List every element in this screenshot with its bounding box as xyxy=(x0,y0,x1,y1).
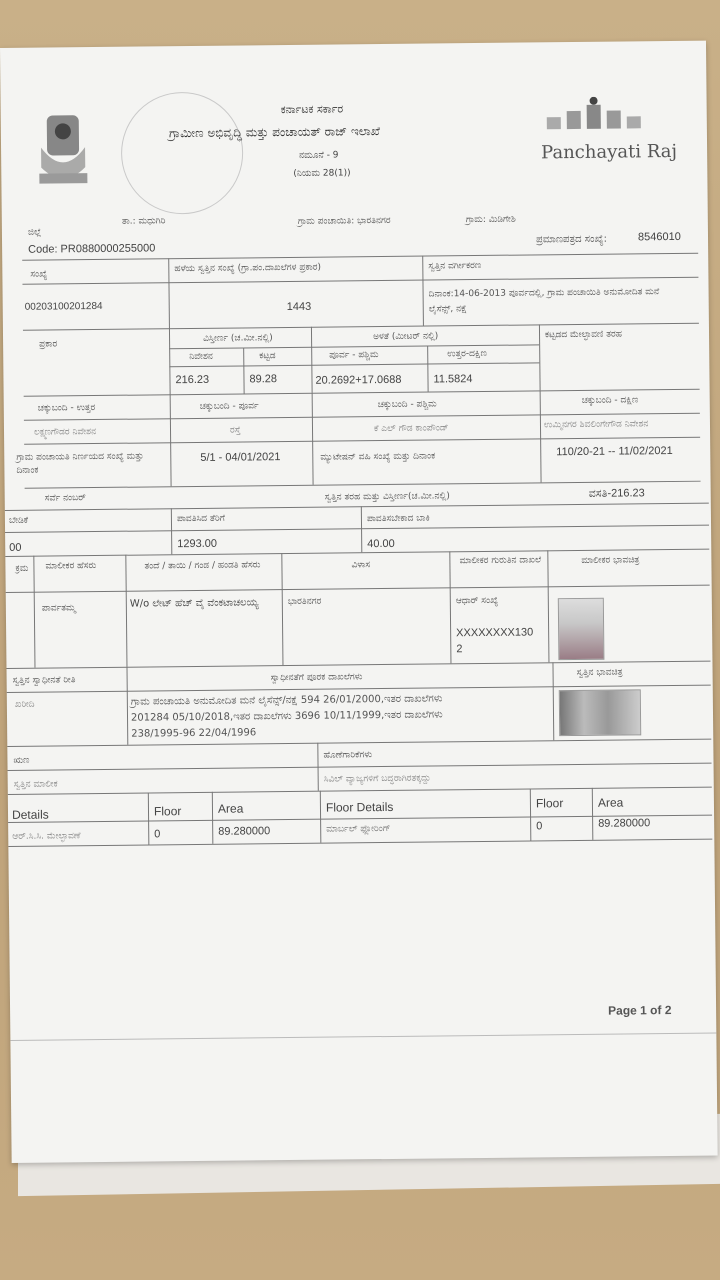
aadhaar-number-end: 2 xyxy=(456,643,463,656)
details-header: Details xyxy=(11,807,49,822)
floor-area-left: 89.280000 xyxy=(218,825,271,838)
taluk-text: ತಾ.: ಮಧುಗಿರಿ xyxy=(121,216,166,227)
north-south-label: ಉತ್ತರ-ದಕ್ಷಿಣ xyxy=(447,348,487,360)
demand-value: 00 xyxy=(9,541,22,554)
panchayati-raj-logo-icon xyxy=(541,96,661,137)
id-label: ಸಂಖ್ಯೆ xyxy=(30,269,48,280)
serial-label: ಕ್ರಮ xyxy=(15,563,29,574)
resolution-value: 5/1 - 04/01/2021 xyxy=(200,451,281,464)
address-label: ವಿಳಾಸ xyxy=(351,560,371,571)
document-line3: 238/1995-96 22/04/1996 xyxy=(131,727,257,740)
resolution-label: ಗ್ರಾಮ ಪಂಚಾಯತಿ ನಿರ್ಣಯದ ಸಂಖ್ಯೆ ಮತ್ತು ದಿನಾಂಕ xyxy=(16,451,144,476)
classification-value: ದಿನಾಂಕ:14-06-2013 ಪೂರ್ವದಲ್ಲಿ, ಗ್ರಾಮ ಪಂಚಾಯಿತಿ ಅನುಮೋದಿತ ಮನೆ ಲೈಸೆನ್ಸ್, ನಕ್ಷೆ xyxy=(428,287,660,315)
north-value: ಲಕ್ಷ್ಮಣಗೌಡರ ನಿವೇಶನ xyxy=(33,427,97,438)
document-page xyxy=(0,41,718,1163)
owner-photo-label: ಮಾಲೀಕರ ಭಾವಚಿತ್ರ xyxy=(581,555,640,566)
east-label: ಚಕ್ಕುಬಂದಿ - ಪೂರ್ವ xyxy=(199,401,259,412)
floor-level-right: 0 xyxy=(536,820,543,833)
building-area: 89.28 xyxy=(249,373,278,386)
survey-label: ಸರ್ವೆ ನಂಬರ್ xyxy=(44,493,86,504)
type-label: ಪ್ರಕಾರ xyxy=(39,339,58,350)
east-value: ರಸ್ತೆ xyxy=(229,425,241,436)
official-seal-watermark xyxy=(120,91,243,214)
balance-label: ಪಾವತಿಸಬೇಕಾದ ಬಾಕಿ xyxy=(366,513,430,525)
floor-type-left: ಆರ್.ಸಿ.ಸಿ. ಮೇಲ್ಛಾವಣೆ xyxy=(12,831,81,842)
form-number: ನಮೂನೆ - 9 xyxy=(299,150,339,161)
site-area: 216.23 xyxy=(175,373,210,387)
floor-level-left: 0 xyxy=(154,828,161,841)
loan-value: ಸ್ವತ್ತಿನ ಮಾಲೀಕ xyxy=(13,779,58,790)
north-south-value: 11.5824 xyxy=(433,373,473,386)
property-type-label: ಸ್ವತ್ತಿನ ತರಹ ಮತ್ತು ವಿಸ್ತೀರ್ಣ(ಚ.ಮೀ.ನಲ್ಲಿ) xyxy=(324,491,450,503)
floor-header: Floor xyxy=(153,804,182,819)
classification-label: ಸ್ವತ್ತಿನ ವರ್ಗೀಕರಣ xyxy=(428,260,482,272)
district-label: ಜಿಲ್ಲೆ xyxy=(27,227,42,238)
document-line2: 201284 05/10/2018,ಇತರ ದಾಖಲೆಗಳು 3696 10/11/1999,ಇತರ ದಾಖಲೆಗಳು xyxy=(130,709,443,724)
liabilities-value: ಸಿವಿಲ್ ವ್ಯಾಜ್ಯಗಳಿಗೆ ಬದ್ಧರಾಗಿರತಕ್ಕದ್ದು xyxy=(323,773,431,785)
paid-label: ಪಾವತಿಸಿದ ತೆರಿಗೆ xyxy=(176,513,226,525)
relation-label: ತಂದೆ / ತಾಯಿ / ಗಂಡ / ಹಂಡತಿ ಹೆಸರು xyxy=(144,560,261,572)
owner-id-label: ಮಾಲೀಕರ ಗುರುತಿನ ದಾಖಲೆ xyxy=(459,555,542,567)
supporting-docs-label: ಸ್ವಾಧೀನತೆಗೆ ಪೂರಕ ದಾಖಲೆಗಳು xyxy=(270,672,363,684)
building-type-label: ಕಟ್ಟಡದ ಮೇಲ್ಛಾವಣಿ ತರಹ xyxy=(544,329,623,341)
south-value: ಉಮ್ಮಿನಗರ ಶಿವಲಿಂಗೇಗೌಡ ನಿವೇಶನ xyxy=(543,419,649,431)
owner-name-label: ಮಾಲೀಕರ ಹೆಸರು xyxy=(45,561,97,572)
header-line2: ಗ್ರಾಮೀಣ ಅಭಿವೃದ್ಧಿ ಮತ್ತು ಪಂಚಾಯತ್ ರಾಜ್ ಇಲಾಖೆ xyxy=(168,124,381,141)
brand-text: Panchayati Raj xyxy=(541,140,678,164)
floor-details-header: Floor Details xyxy=(325,799,394,815)
owner-photo xyxy=(558,598,605,660)
west-label: ಚಕ್ಕುಬಂದಿ - ಪಶ್ಚಿಮ xyxy=(377,399,437,411)
site-label: ನಿವೇಶನ xyxy=(189,351,213,363)
floor-area-right: 89.280000 xyxy=(598,817,651,830)
south-label: ಚಕ್ಕುಬಂದಿ - ದಕ್ಷಿಣ xyxy=(581,395,639,406)
aadhaar-label: ಆಧಾರ್ ಸಂಖ್ಯೆ xyxy=(455,595,499,607)
mutation-value: 110/20-21 -- 11/02/2021 xyxy=(556,444,673,459)
village-text: ಗ್ರಾಮ: ಮಿಡಿಗೇಶಿ xyxy=(465,214,516,226)
property-photo xyxy=(559,689,641,736)
east-west-label: ಪೂರ್ವ - ಪಶ್ಚಿಮ xyxy=(329,350,379,361)
property-photo-label: ಸ್ವತ್ತಿನ ಭಾವಚಿತ್ರ xyxy=(576,667,623,678)
floor-header-right: Floor xyxy=(535,796,564,811)
building-label: ಕಟ್ಟಡ xyxy=(259,351,276,362)
document-line1: ಗ್ರಾಮ ಪಂಚಾಯತಿ ಅನುಮೋದಿತ ಮನೆ ಲೈಸೆನ್ಸ್/ನಕ್ಷೆ 594 26/01/2000,ಇತರ ದಾಖಲೆಗಳು xyxy=(130,693,443,708)
floor-type-right: ಮಾರ್ಬಲ್ ಫ್ಲೋರಿಂಗ್ xyxy=(326,823,391,835)
old-number: 1443 xyxy=(286,300,312,314)
west-value: ಕೆ ಎಲ್ ಗೌಡ ಕಾಂಪೌಂಡ್ xyxy=(373,423,449,435)
north-label: ಚಕ್ಕುಬಂದಿ - ಉತ್ತರ xyxy=(37,403,96,414)
owner-relation: W/o ಲೇಟ್ ಹೆಚ್ ವೈ ವೆಂಕಟಾಚಲಯ್ಯ xyxy=(129,597,259,610)
karnataka-emblem-icon xyxy=(31,107,96,194)
dimension-label: ಅಳತೆ (ಮೀಟರ್ ನಲ್ಲಿ) xyxy=(372,331,439,343)
demand-label: ಬೇಡಿಕೆ xyxy=(8,515,29,526)
certificate-number: 8546010 xyxy=(637,230,681,244)
balance-value: 40.00 xyxy=(367,537,395,551)
page-number: Page 1 of 2 xyxy=(608,1003,672,1018)
loan-label: ಋಣ xyxy=(13,755,30,766)
owner-address: ಭಾರತಿನಗರ xyxy=(287,596,322,608)
gp-text: ಗ್ರಾಮ ಪಂಚಾಯಿತಿ: ಭಾರತಿನಗರ xyxy=(297,215,391,227)
header-line1: ಕರ್ನಾಟಕ ಸರ್ಕಾರ xyxy=(280,102,344,117)
area-header: Area xyxy=(217,801,244,816)
acquisition-method: ಖರೀದಿ xyxy=(14,699,35,710)
property-type-value: ವಸತಿ-216.23 xyxy=(588,487,645,500)
certificate-label: ಪ್ರಮಾಣಪತ್ರದ ಸಂಖ್ಯೆ: xyxy=(535,233,608,246)
property-id: 00203100201284 xyxy=(24,300,103,313)
paid-value: 1293.00 xyxy=(177,537,218,551)
aadhaar-number: XXXXXXXX130 xyxy=(456,626,534,640)
mutation-label: ಮ್ಯುಟೇಷನ್ ವಹಿ ಸಂಖ್ಯೆ ಮತ್ತು ದಿನಾಂಕ xyxy=(320,451,436,463)
area-header-right: Area xyxy=(597,795,624,810)
area-label: ವಿಸ್ತೀರ್ಣ (ಚ.ಮೀ.ನಲ್ಲಿ) xyxy=(203,333,273,344)
rule-number: (ನಿಯಮ 28(1)) xyxy=(293,168,351,179)
acquisition-label: ಸ್ವತ್ತಿನ ಸ್ವಾಧೀನತೆ ರೀತಿ xyxy=(12,675,76,686)
liabilities-label: ಹೊಣೆಗಾರಿಕೆಗಳು xyxy=(323,750,373,761)
old-number-label: ಹಳೆಯ ಸ್ವತ್ತಿನ ಸಂಖ್ಯೆ (ಗ್ರಾ.ಪಂ.ದಾಖಲೆಗಳ ಪ್ರಕಾರ) xyxy=(174,262,322,275)
owner-name: ಪಾರ್ವತಮ್ಮ xyxy=(41,603,76,614)
east-west-value: 20.2692+17.0688 xyxy=(315,373,402,387)
property-code: Code: PR0880000255000 xyxy=(28,242,156,256)
